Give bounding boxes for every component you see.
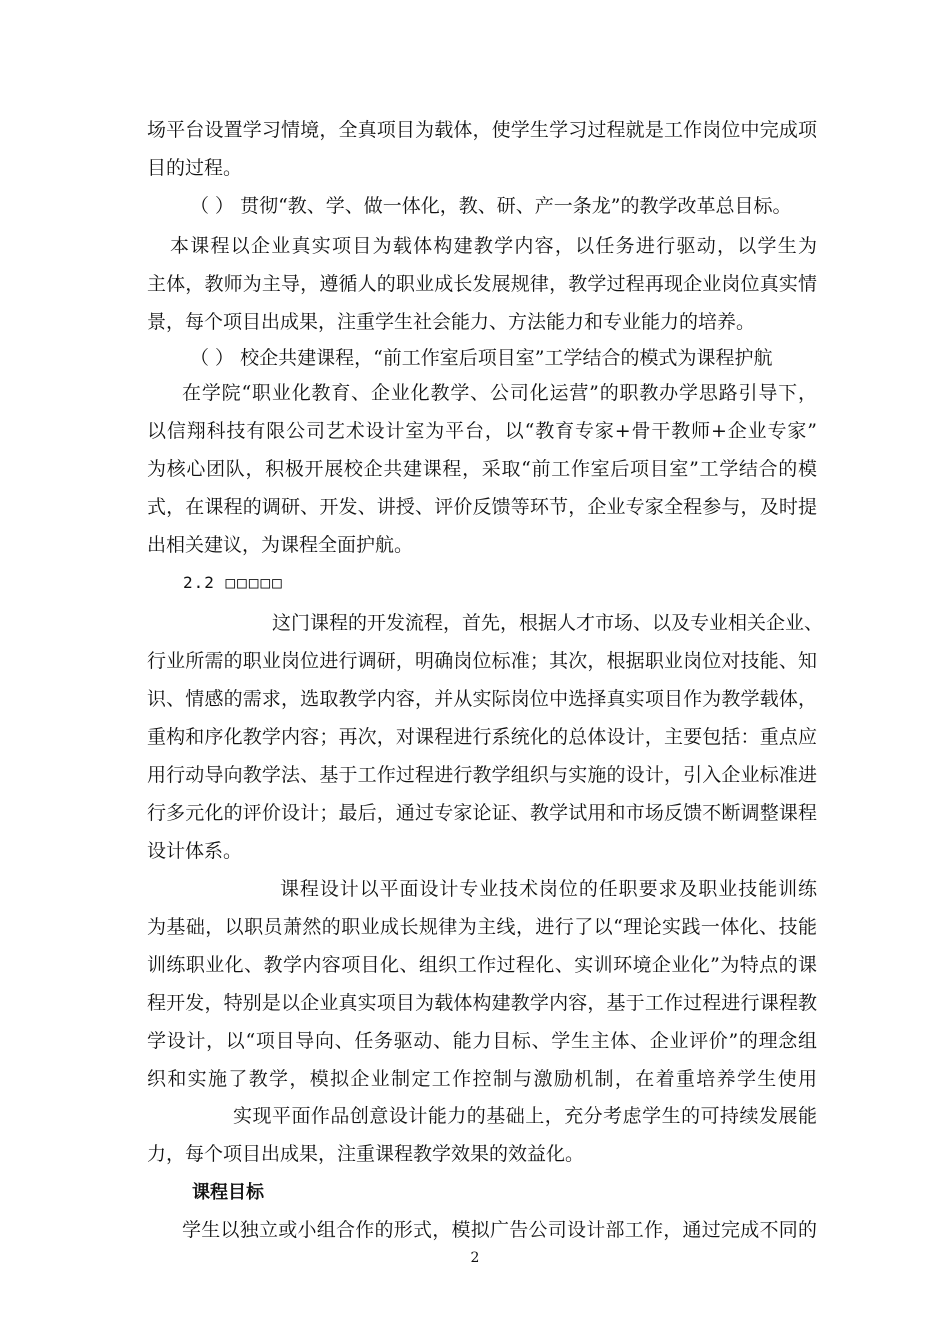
text-line: 行业所需的职业岗位进行调研，明确岗位标准；其次，根据职业岗位对技能、知 [147, 650, 817, 672]
text-line: 课程设计以平面设计专业技术岗位的任职要求及职业技能训练 [280, 878, 817, 900]
text-line: 重构和序化教学内容；再次，对课程进行系统化的总体设计，主要包括：重点应 [147, 726, 817, 748]
text-line: 织和实施了教学，模拟企业制定工作控制与激励机制，在着重培养学生使用 [147, 1068, 817, 1090]
garbled-title: □□□□□ [225, 573, 284, 592]
text-line: 用行动导向教学法、基于工作过程进行教学组织与实施的设计，引入企业标准进 [147, 764, 817, 786]
text-line: 本课程以企业真实项目为载体构建教学内容，以任务进行驱动，以学生为 [170, 235, 817, 257]
page-number: 2 [470, 1250, 480, 1266]
section-heading: （ ） 贯彻“教、学、做一体化，教、研、产一条龙”的教学改革总目标。 [190, 195, 792, 217]
text-line: 识、情感的需求，选取教学内容，并从实际岗位中选择真实项目作为教学载体， [147, 688, 817, 710]
text-line: 场平台设置学习情境，全真项目为载体，使学生学习过程就是工作岗位中完成项 [147, 119, 817, 141]
text-line: 行多元化的评价设计；最后，通过专家论证、教学试用和市场反馈不断调整课程 [147, 802, 817, 824]
text-line: 实现平面作品创意设计能力的基础上，充分考虑学生的可持续发展能 [233, 1105, 817, 1127]
text-line: 在学院“职业化教育、企业化教学、公司化运营”的职教办学思路引导下， [182, 382, 817, 404]
text-line: 训练职业化、教学内容项目化、组织工作过程化、实训环境企业化”为特点的课 [147, 954, 817, 976]
text-line: 为基础，以职员萧然的职业成长规律为主线，进行了以“理论实践一体化、技能 [147, 916, 817, 938]
text-line: 式，在课程的调研、开发、讲授、评价反馈等环节，企业专家全程参与，及时提 [147, 496, 817, 518]
text-line: 程开发，特别是以企业真实项目为载体构建教学内容，基于工作过程进行课程教 [147, 992, 817, 1014]
text-line: 为核心团队，积极开展校企共建课程，采取“前工作室后项目室”工学结合的模 [147, 458, 817, 480]
text-line: 设计体系。 [147, 840, 243, 862]
section-number-label: 2.2 [183, 573, 215, 592]
section-heading: 课程目标 [192, 1182, 264, 1203]
text-line: 学设计，以“项目导向、任务驱动、能力目标、学生主体、企业评价”的理念组 [147, 1030, 817, 1052]
text-line: 目的过程。 [147, 157, 243, 179]
section-number [183, 570, 383, 596]
text-line: 学生以独立或小组合作的形式，模拟广告公司设计部工作，通过完成不同的 [182, 1219, 817, 1241]
text-line: 以信翔科技有限公司艺术设计室为平台，以“教育专家+骨干教师+企业专家” [147, 420, 817, 442]
text-line: 景，每个项目出成果，注重学生社会能力、方法能力和专业能力的培养。 [147, 311, 756, 333]
text-line: 出相关建议，为课程全面护航。 [147, 534, 414, 556]
text-line: 力，每个项目出成果，注重课程教学效果的效益化。 [147, 1143, 585, 1165]
section-heading: （ ） 校企共建课程，“前工作室后项目室”工学结合的模式为课程护航 [190, 347, 773, 369]
text-line: 主体，教师为主导，遵循人的职业成长发展规律，教学过程再现企业岗位真实情 [147, 273, 817, 295]
text-line: 这门课程的开发流程，首先，根据人才市场、以及专业相关企业、 [272, 612, 824, 634]
